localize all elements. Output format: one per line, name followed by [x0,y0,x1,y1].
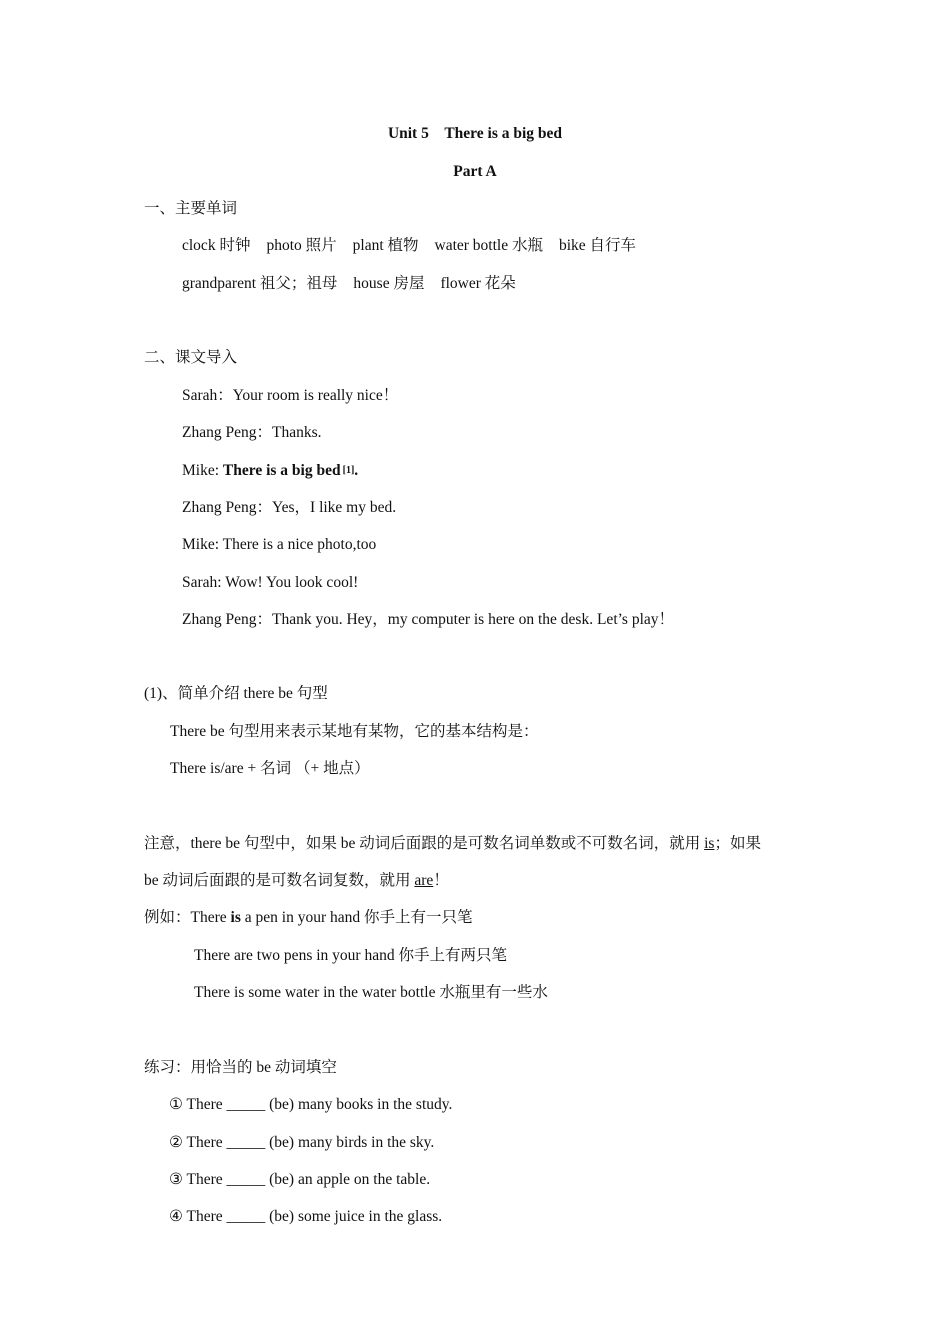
dialogue-line: Mike: There is a nice photo,too [182,536,377,553]
example-text: There [190,909,231,926]
grammar-structure: There is/are + 名词 （+ 地点） [170,760,370,777]
note-text: ；如果 [714,835,761,852]
practice-item: ② There _____ (be) many birds in the sky. [169,1134,435,1151]
vocab-item: plant 植物 [352,237,419,254]
dialogue-line [182,461,358,481]
dialogue-line: Zhang Peng：Thanks. [182,424,322,441]
practice-item: ① There _____ (be) many books in the study. [169,1096,453,1113]
example-keyword-is: is [230,909,241,926]
page-title: Unit 5 There is a big bed [387,125,563,142]
dialogue-line: Sarah：Your room is really nice！ [182,387,399,404]
grammar-description: There be 句型用来表示某地有某物，它的基本结构是： [170,723,539,740]
dialogue-line: Sarah: Wow! You look cool! [182,574,359,591]
footnote-marker: [1] [342,465,355,476]
note-line-2 [144,871,449,891]
sentence-end: . [354,462,359,479]
page-subtitle: Part A [453,163,497,180]
practice-heading: 练习：用恰当的 be 动词填空 [144,1059,337,1076]
practice-item: ④ There _____ (be) some juice in the glass. [169,1208,443,1225]
example-line-3: There is some water in the water bottle 水瓶里有一些水 [194,984,548,1001]
example-line-1 [144,908,472,928]
speaker-label: Mike: [182,462,223,479]
vocab-item: flower 花朵 [440,275,516,292]
note-text: be 动词后面跟的是可数名词复数，就用 [144,872,415,889]
section-heading-vocabulary: 一、主要单词 [144,200,238,217]
vocab-item: photo 照片 [266,237,337,254]
note-text: 注意，there be 句型中，如果 be 动词后面跟的是可数名词单数或不可数名词，就用 [144,835,705,852]
dialogue-line: Zhang Peng：Thank you. Hey，my computer is here on the desk. Let’s play！ [182,611,675,628]
note-text: ！ [433,872,449,889]
vocab-item: clock 时钟 [182,237,251,254]
dialogue-line: Zhang Peng：Yes，I like my bed. [182,499,397,516]
vocab-item: water bottle 水瓶 [434,237,543,254]
vocab-row-2 [182,274,516,294]
vocab-item: bike 自行车 [559,237,637,254]
key-sentence: There is a big bed [222,462,341,479]
section-heading-dialogue: 二、课文导入 [144,349,238,366]
vocab-item: grandparent 祖父；祖母 [182,275,338,292]
example-line-2: There are two pens in your hand 你手上有两只笔 [194,947,507,964]
example-label: 例如： [144,909,191,926]
vocab-item: house 房屋 [353,275,425,292]
practice-item: ③ There _____ (be) an apple on the table. [169,1171,431,1188]
grammar-heading: (1)、简单介绍 there be 句型 [144,685,328,702]
vocab-row-1 [182,236,636,256]
example-text: a pen in your hand 你手上有一只笔 [240,909,473,926]
note-keyword-is: is [704,835,715,852]
note-keyword-are: are [414,872,434,889]
note-line-1 [144,834,761,854]
